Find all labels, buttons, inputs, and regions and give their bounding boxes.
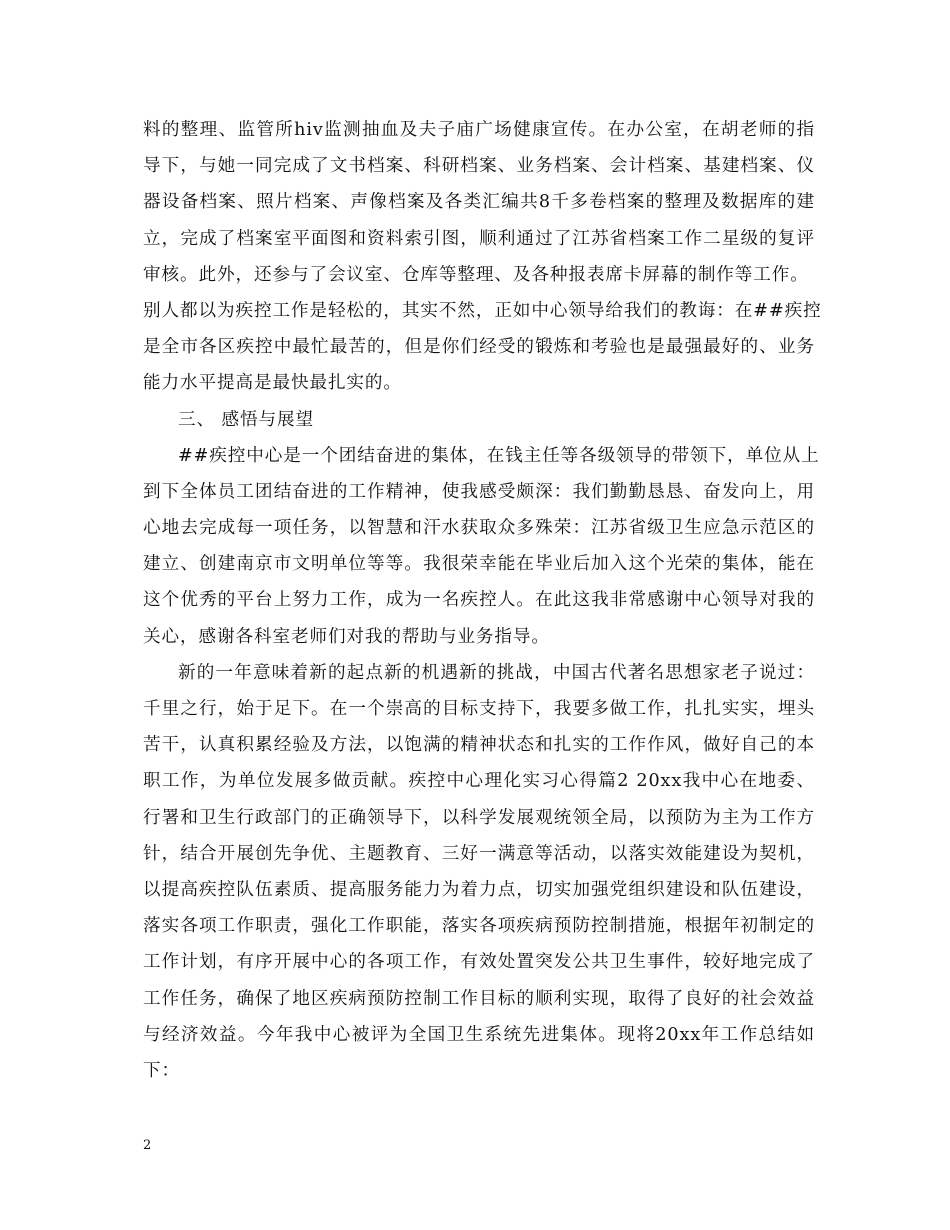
text-line: 审核。此外，还参与了会议室、仓库等整理、及各种报表席卡屏幕的制作等工作。: [143, 264, 809, 285]
text-line: 与经济效益。今年我中心被评为全国卫生系统先进集体。现将20xx年工作总结如: [143, 1024, 815, 1045]
text-line: 行署和卫生行政部门的正确领导下，以科学发展观统领全局，以预防为主为工作方: [143, 807, 815, 828]
page-number: 2: [143, 1138, 152, 1153]
text-line: 能力水平提高是最快最扎实的。: [143, 373, 402, 394]
text-line: 这个优秀的平台上努力工作，成为一名疾控人。在此这我非常感谢中心领导对我的: [143, 590, 815, 611]
section-heading: 三、 感悟与展望: [178, 409, 314, 430]
text-line: 建立、创建南京市文明单位等等。我很荣幸能在毕业后加入这个光荣的集体，能在: [143, 554, 815, 575]
text-line: 苦干，认真积累经验及方法，以饱满的精神状态和扎实的工作作风，做好自己的本: [143, 735, 815, 756]
text-line: 职工作，为单位发展多做贡献。疾控中心理化实习心得篇2 20xx我中心在地委、: [143, 771, 815, 792]
text-line: 是全市各区疾控中最忙最苦的，但是你们经受的锻炼和考验也是最强最好的、业务: [143, 337, 815, 358]
text-line: 工作任务，确保了地区疾病预防控制工作目标的顺利实现，取得了良好的社会效益: [143, 988, 815, 1009]
text-line: 心地去完成每一项任务，以智慧和汗水获取众多殊荣：江苏省级卫生应急示范区的: [143, 518, 815, 539]
text-line: ##疾控中心是一个团结奋进的集体，在钱主任等各级领导的带领下，单位从上: [178, 445, 820, 466]
text-line: 别人都以为疾控工作是轻松的，其实不然，正如中心领导给我们的教诲：在##疾控: [143, 300, 822, 321]
text-line: 器设备档案、照片档案、声像档案及各类汇编共8千多卷档案的整理及数据库的建: [143, 192, 815, 213]
text-line: 导下，与她一同完成了文书档案、科研档案、业务档案、会计档案、基建档案、仪: [143, 156, 815, 177]
text-line: 下：: [143, 1060, 180, 1081]
document-body: [143, 112, 822, 1089]
text-line: 关心，感谢各科室老师们对我的帮助与业务指导。: [143, 626, 550, 647]
text-line: 料的整理、监管所hiv监测抽血及夫子庙广场健康宣传。在办公室，在胡老师的指: [143, 120, 815, 140]
text-line: 立，完成了档案室平面图和资料索引图，顺利通过了江苏省档案工作二星级的复评: [143, 228, 815, 249]
text-line: 针，结合开展创先争优、主题教育、三好一满意等活动，以落实效能建设为契机，: [143, 843, 815, 864]
text-line: 以提高疾控队伍素质、提高服务能力为着力点，切实加强党组织建设和队伍建设，: [143, 879, 815, 900]
text-line: 到下全体员工团结奋进的工作精神，使我感受颇深：我们勤勤恳恳、奋发向上，用: [143, 481, 815, 502]
text-line: 新的一年意味着新的起点新的机遇新的挑战，中国古代著名思想家老子说过：: [178, 662, 815, 683]
text-line: 工作计划，有序开展中心的各项工作，有效处置突发公共卫生事件，较好地完成了: [143, 952, 815, 973]
text-line: 千里之行，始于足下。在一个崇高的目标支持下，我要多做工作，扎扎实实，埋头: [143, 699, 815, 719]
text-line: 落实各项工作职责，强化工作职能，落实各项疾病预防控制措施，根据年初制定的: [143, 916, 815, 937]
